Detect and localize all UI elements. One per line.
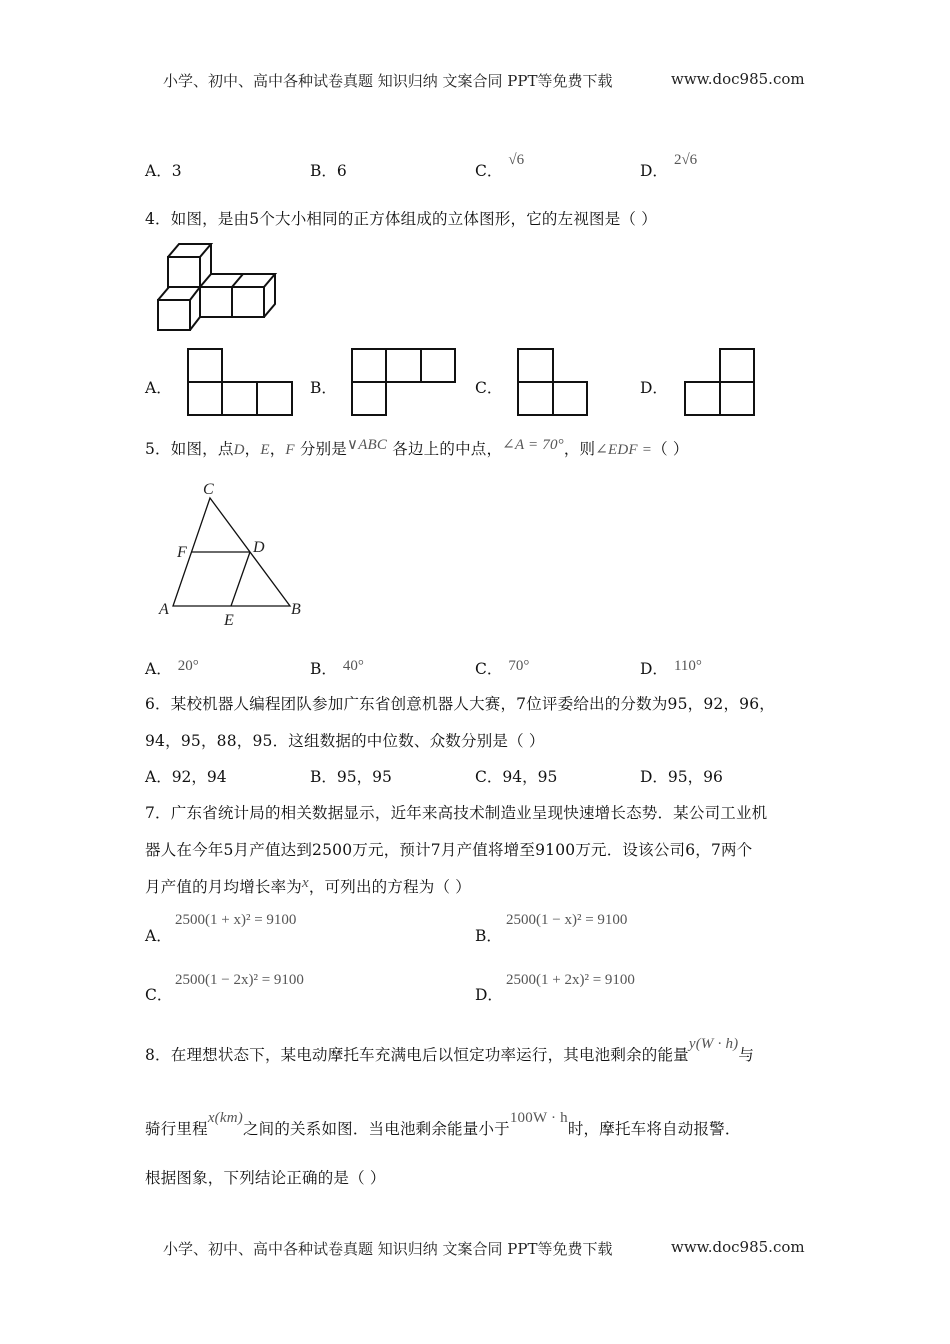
- option-label: A．: [145, 162, 172, 180]
- q6-option-a[interactable]: A．92，94: [145, 768, 227, 786]
- q6-option-d[interactable]: D．95，96: [640, 768, 723, 786]
- q5-triangle: ∨ABC: [347, 437, 388, 453]
- q5-text-d: ，则: [563, 440, 596, 458]
- label-a: A: [159, 601, 169, 618]
- q5-text-b: 分别是: [299, 440, 348, 458]
- label-c: C: [203, 481, 214, 498]
- q8-x-unit: x(km): [207, 1110, 243, 1126]
- q5-point-e: E: [260, 442, 270, 458]
- option-label: B．: [310, 162, 337, 180]
- label-b: B: [291, 601, 301, 618]
- q5-sep1: ，: [244, 440, 261, 458]
- option-label: B．: [310, 660, 337, 678]
- q6-option-c[interactable]: C．94，95: [475, 768, 558, 786]
- q7-stem-line1: 7．广东省统计局的相关数据显示，近年来高技术制造业呈现快速增长态势．某公司工业机: [145, 804, 768, 822]
- q7-option-a-equation: 2500(1 + x)² = 9100: [175, 912, 297, 928]
- q5-text-a: 5．如图，点: [145, 440, 234, 458]
- q8-text-e: 时，摩托车将自动报警．: [567, 1120, 741, 1138]
- label-d: D: [253, 539, 265, 556]
- q5-angle-edf: ∠EDF =: [595, 442, 653, 458]
- q3-option-c[interactable]: [475, 152, 525, 181]
- q4-option-b-figure: [351, 348, 457, 416]
- q5-option-a[interactable]: [145, 657, 199, 679]
- q8-y-unit: y(W · h): [688, 1036, 739, 1052]
- footer-text: 小学、初中、高中各种试卷真题 知识归纳 文案合同 PPT等免费下载: [163, 1240, 613, 1258]
- q4-option-a[interactable]: A．: [145, 379, 172, 397]
- q5-sep2: ，: [269, 440, 286, 458]
- q7-text-a: 月产值的月均增长率为: [145, 878, 303, 896]
- header-url[interactable]: www.doc985.com: [671, 70, 805, 88]
- q5-triangle-figure: [155, 478, 315, 633]
- q3-option-d[interactable]: [640, 152, 698, 181]
- q5-option-b[interactable]: [310, 657, 364, 679]
- header-text: 小学、初中、高中各种试卷真题 知识归纳 文案合同 PPT等免费下载: [163, 72, 613, 90]
- q5-text-e: （ ）: [652, 440, 689, 458]
- q7-variable-x: x: [302, 875, 309, 891]
- q4-option-b[interactable]: B．: [310, 379, 337, 397]
- q4-option-d-figure: [684, 348, 756, 416]
- q4-option-d[interactable]: D．: [640, 379, 668, 397]
- option-value: 2√6: [673, 152, 698, 168]
- q7-text-b: ，可列出的方程为（ ）: [308, 878, 472, 896]
- q7-option-a[interactable]: A．: [145, 927, 172, 945]
- q6-stem-line1: 6．某校机器人编程团队参加广东省创意机器人大赛，7位评委给出的分数为95，92，96，: [145, 695, 775, 713]
- option-value: 20°: [177, 658, 199, 674]
- option-value: 70°: [508, 658, 530, 674]
- label-f: F: [177, 544, 187, 561]
- q5-option-d[interactable]: [640, 657, 702, 679]
- q4-option-c-figure: [517, 348, 589, 416]
- q8-stem-line3: 根据图象，下列结论正确的是（ ）: [145, 1169, 386, 1187]
- q6-option-b[interactable]: B．95，95: [310, 768, 392, 786]
- footer-url[interactable]: www.doc985.com: [671, 1238, 805, 1256]
- option-value: 3: [171, 162, 182, 180]
- q7-option-d[interactable]: D．: [475, 986, 503, 1004]
- option-label: C．: [475, 162, 503, 180]
- q4-option-c[interactable]: C．: [475, 379, 503, 397]
- q4-stem: 4．如图，是由5个大小相同的正方体组成的立体图形，它的左视图是（ ）: [145, 210, 657, 228]
- q8-text-a: 8．在理想状态下，某电动摩托车充满电后以恒定功率运行，其电池剩余的能量: [145, 1046, 689, 1064]
- label-e: E: [224, 612, 234, 629]
- q3-option-b[interactable]: [310, 159, 347, 181]
- option-label: D．: [640, 660, 668, 678]
- q5-option-c[interactable]: [475, 657, 530, 679]
- q7-option-c[interactable]: C．: [145, 986, 173, 1004]
- q3-option-a[interactable]: [145, 159, 182, 181]
- q7-option-c-equation: 2500(1 − 2x)² = 9100: [175, 972, 304, 988]
- q5-point-d: D: [233, 442, 245, 458]
- q5-stem: [145, 437, 689, 459]
- option-label: D．: [640, 162, 668, 180]
- q8-stem-line1: [145, 1036, 755, 1065]
- q8-text-c: 骑行里程: [145, 1120, 208, 1138]
- q4-solid-figure: [155, 240, 285, 335]
- q6-stem-line2: 94，95，88，95．这组数据的中位数、众数分别是（ ）: [145, 732, 545, 750]
- option-value: 40°: [342, 658, 364, 674]
- option-value: 110°: [673, 658, 702, 674]
- q5-angle-a: ∠A = 70°: [502, 437, 564, 453]
- q7-stem-line3: [145, 875, 471, 897]
- q8-text-b: 与: [738, 1046, 755, 1064]
- option-value: 6: [336, 162, 347, 180]
- q7-option-d-equation: 2500(1 + 2x)² = 9100: [506, 972, 635, 988]
- option-value: √6: [508, 152, 525, 168]
- q7-option-b[interactable]: B．: [475, 927, 502, 945]
- q4-option-a-figure: [187, 348, 293, 416]
- q8-text-d: 之间的关系如图．当电池剩余能量小于: [242, 1120, 510, 1138]
- q8-threshold: 100W · h: [509, 1110, 568, 1126]
- q5-point-f: F: [285, 442, 295, 458]
- q7-option-b-equation: 2500(1 − x)² = 9100: [506, 912, 628, 928]
- option-label: A．: [145, 660, 172, 678]
- q5-text-c: 各边上的中点，: [392, 440, 503, 458]
- q7-stem-line2: 器人在今年5月产值达到2500万元，预计7月产值将增至9100万元．设该公司6，7两个: [145, 841, 753, 859]
- option-label: C．: [475, 660, 503, 678]
- q8-stem-line2: [145, 1110, 741, 1139]
